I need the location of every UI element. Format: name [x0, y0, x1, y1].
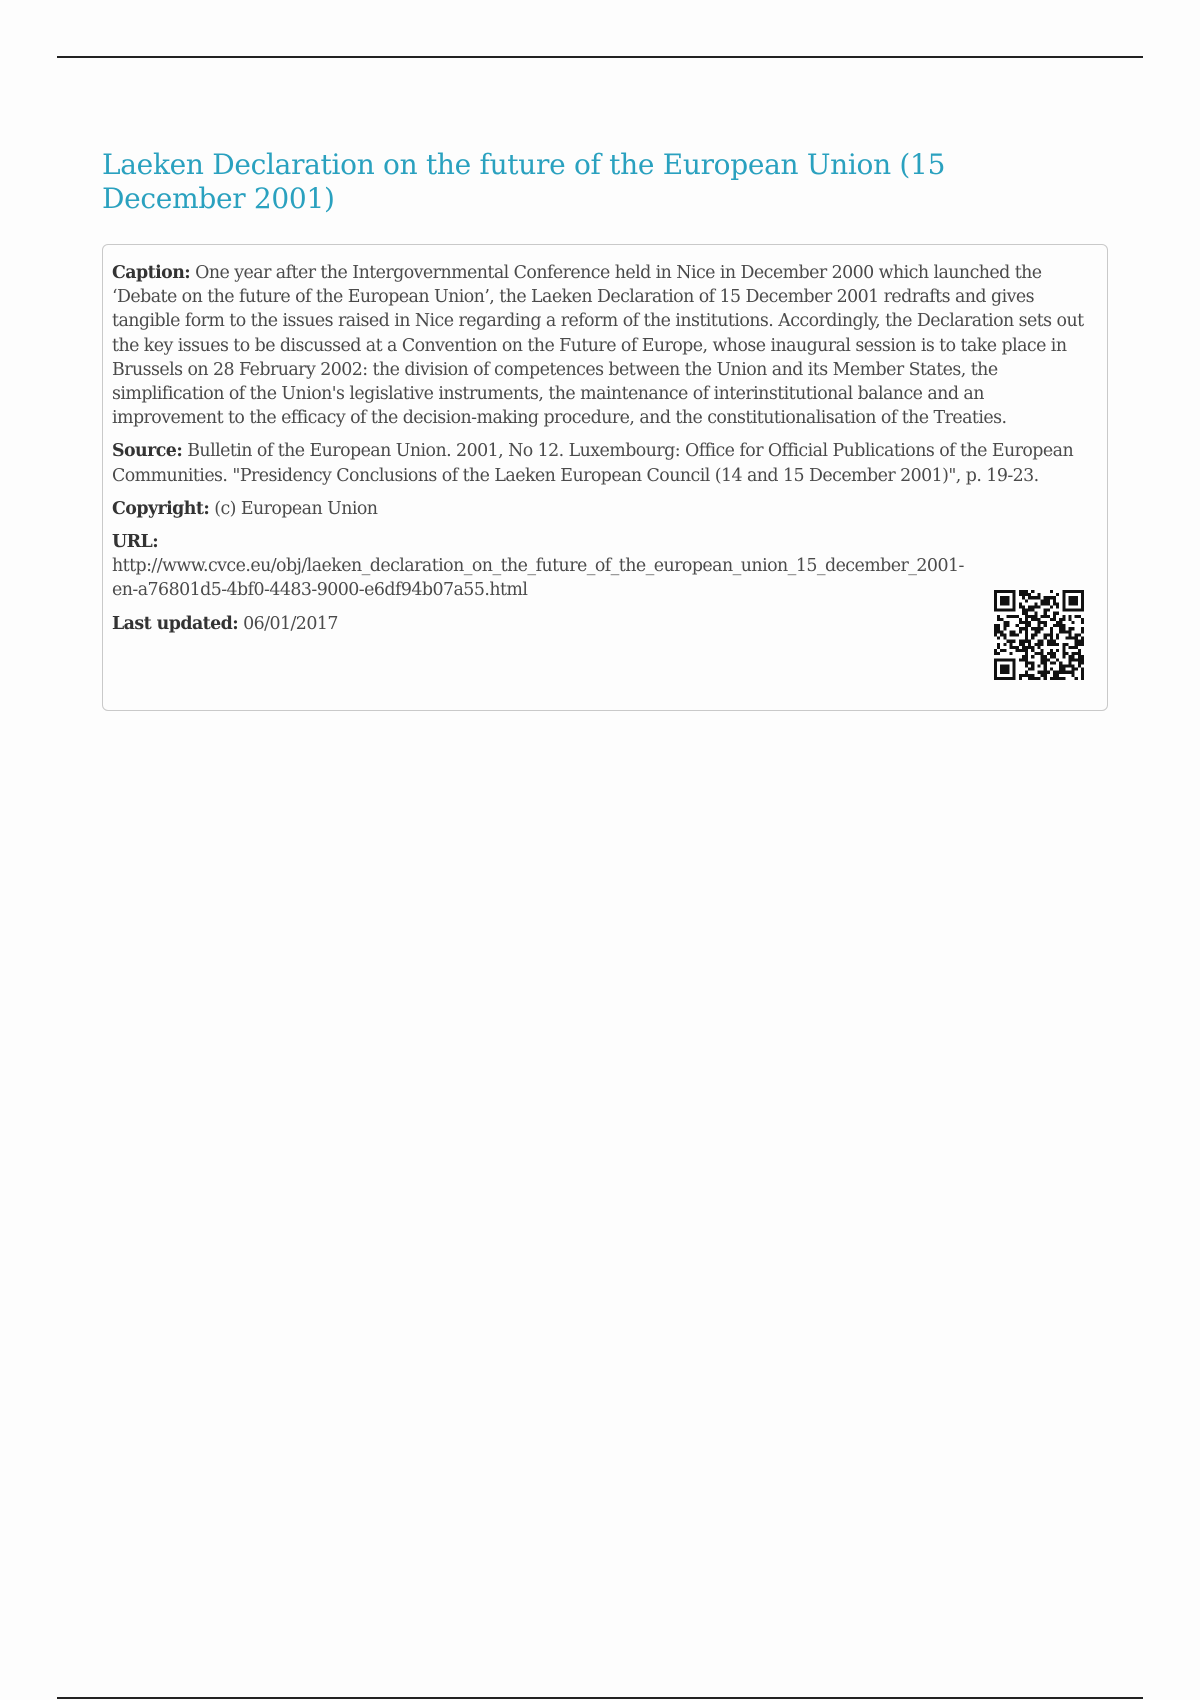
metadata-content	[112, 261, 1097, 645]
last-updated-text: 06/01/2017	[243, 613, 338, 634]
metadata-box	[102, 244, 1108, 711]
last-updated-paragraph	[112, 612, 1097, 636]
caption-paragraph	[112, 261, 1097, 430]
copyright-label: Copyright:	[112, 498, 210, 519]
last-updated-label: Last updated:	[112, 613, 239, 634]
qr-code-icon	[994, 590, 1084, 680]
source-label: Source:	[112, 441, 183, 462]
footer-rule	[57, 1697, 1143, 1699]
caption-label: Caption:	[112, 263, 191, 283]
source-paragraph	[112, 439, 1097, 487]
header-rule	[57, 56, 1143, 58]
url-paragraph	[112, 530, 1097, 603]
url-link[interactable]: http://www.cvce.eu/obj/laeken_declaration_on_the_future_of_the_european_union_15_december_2001-en-a76801d5-4bf0-4483-9000-e6df94b07a55.html	[112, 556, 964, 601]
copyright-paragraph	[112, 497, 1097, 521]
caption-text: One year after the Intergovernmental Conference held in Nice in December 2000 which launched the ‘Debate on the future of the European Union’, the Laeken Declaration of 15 December 2001 redrafts and gives tangible form to the issues raised in Nice regarding a reform of the institutions. Accordingly, the Declaration sets out the key issues to be discussed at a Convention on the Future of Europe, whose inaugural session is to take place in Brussels on 28 February 2002: the division of competences between the Union and its Member States, the simplification of the Union's legislative instruments, the maintenance of interinstitutional balance and an improvement to the efficacy of the decision-making procedure, and the constitutionalisation of the Treaties.	[112, 263, 1084, 429]
page-title: Laeken Declaration on the future of the European Union (15 December 2001)	[102, 148, 946, 215]
url-label: URL:	[112, 532, 159, 553]
copyright-text: (c) European Union	[214, 498, 378, 519]
source-text: Bulletin of the European Union. 2001, No 12. Luxembourg: Office for Official Publications of the European Communities. "Presidency Conclusions of the Laeken European Council (14 and 15 December 2001)", p. 19-23.	[112, 441, 1074, 486]
